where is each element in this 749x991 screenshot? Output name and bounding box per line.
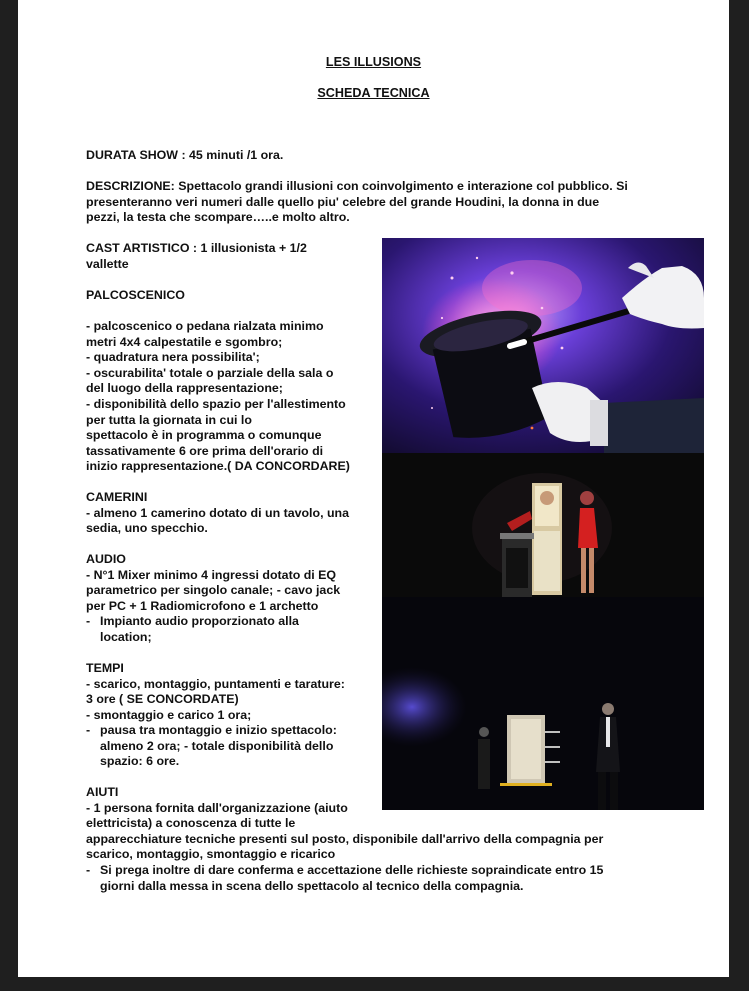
bullet-dash: -	[86, 863, 91, 877]
palcoscenico-line: per tutta la giornata in cui lo	[86, 413, 252, 427]
tempi-line: - smontaggio e carico 1 ora;	[86, 708, 252, 722]
aiuti-heading: AIUTI	[86, 785, 119, 799]
camerini-heading: CAMERINI	[86, 490, 148, 504]
palcoscenico-line: metri 4x4 calpestatile e sgombro;	[86, 335, 283, 349]
palcoscenico-line: spettacolo è in programma o comunque	[86, 428, 322, 442]
bullet-dash: -	[86, 723, 91, 737]
magic-hat-photo	[382, 238, 704, 453]
palcoscenico-line: - quadratura nera possibilita';	[86, 350, 260, 364]
tempi-line: 3 ore ( SE CONCORDATE)	[86, 692, 239, 706]
palcoscenico-line: del luogo della rappresentazione;	[86, 381, 283, 395]
aiuti-line: apparecchiature tecniche presenti sul posto, disponibile dall'arrivo della compagnia per	[86, 832, 604, 846]
audio-line: parametrico per singolo canale; - cavo jack	[86, 583, 341, 597]
palcoscenico-heading: PALCOSCENICO	[86, 288, 185, 302]
tempi-bullet-line: pausa tra montaggio e inizio spettacolo:	[100, 723, 337, 737]
descrizione-line: DESCRIZIONE: Spettacolo grandi illusioni con coinvolgimento e interazione col pubblico. Si	[86, 179, 628, 193]
aiuti-line: scarico, montaggio, smontaggio e ricarico	[86, 847, 336, 861]
tempi-bullet-line: almeno 2 ora; - totale disponibilità dello	[100, 738, 334, 753]
document-page	[18, 0, 729, 977]
bullet-dash: -	[86, 614, 91, 628]
tempi-line: - scarico, montaggio, puntamenti e tarature:	[86, 677, 345, 691]
descrizione-line: presenteranno veri numeri dalle quello piu' celebre del grande Houdini, la donna in due	[86, 195, 600, 209]
document-subtitle: SCHEDA TECNICA	[317, 86, 430, 100]
stage-smoke-photo	[382, 597, 704, 810]
document-title: LES ILLUSIONS	[325, 55, 422, 69]
palcoscenico-line: tassativamente 6 ore prima dell'orario di	[86, 444, 324, 458]
tempi-bullet-line: spazio: 6 ore.	[100, 754, 180, 769]
durata-show: DURATA SHOW : 45 minuti /1 ora.	[86, 148, 284, 162]
audio-heading: AUDIO	[86, 552, 126, 566]
cast-line: vallette	[86, 257, 129, 271]
cast-line: CAST ARTISTICO : 1 illusionista + 1/2	[86, 241, 307, 255]
audio-line: per PC + 1 Radiomicrofono e 1 archetto	[86, 599, 319, 613]
palcoscenico-line: inizio rappresentazione.( DA CONCORDARE)	[86, 459, 350, 473]
audio-line: - N°1 Mixer minimo 4 ingressi dotato di EQ	[86, 568, 337, 582]
palcoscenico-line: - palcoscenico o pedana rialzata minimo	[86, 319, 324, 333]
audio-bullet-line: location;	[100, 629, 152, 644]
aiuti-line: elettricista) a conoscenza di tutte le	[86, 816, 296, 830]
palcoscenico-line: - oscurabilita' totale o parziale della sala o	[86, 366, 334, 380]
aiuti-line: - 1 persona fornita dall'organizzazione (aiuto	[86, 801, 348, 815]
audio-bullet-line: Impianto audio proporzionato alla	[100, 614, 299, 628]
descrizione-line: pezzi, la testa che scompare…..e molto altro.	[86, 210, 350, 224]
tempi-heading: TEMPI	[86, 661, 124, 675]
palcoscenico-line: - disponibilità dello spazio per l'allestimento	[86, 397, 346, 411]
aiuti-bullet-line: Si prega inoltre di dare conferma e accettazione delle richieste sopraindicate entro 15	[100, 863, 604, 877]
camerini-line: sedia, uno specchio.	[86, 521, 208, 535]
stage-box-illusion-photo	[382, 453, 704, 597]
aiuti-bullet-line: giorni dalla messa in scena dello spettacolo al tecnico della compagnia.	[100, 878, 524, 893]
camerini-line: - almeno 1 camerino dotato di un tavolo, una	[86, 506, 349, 520]
